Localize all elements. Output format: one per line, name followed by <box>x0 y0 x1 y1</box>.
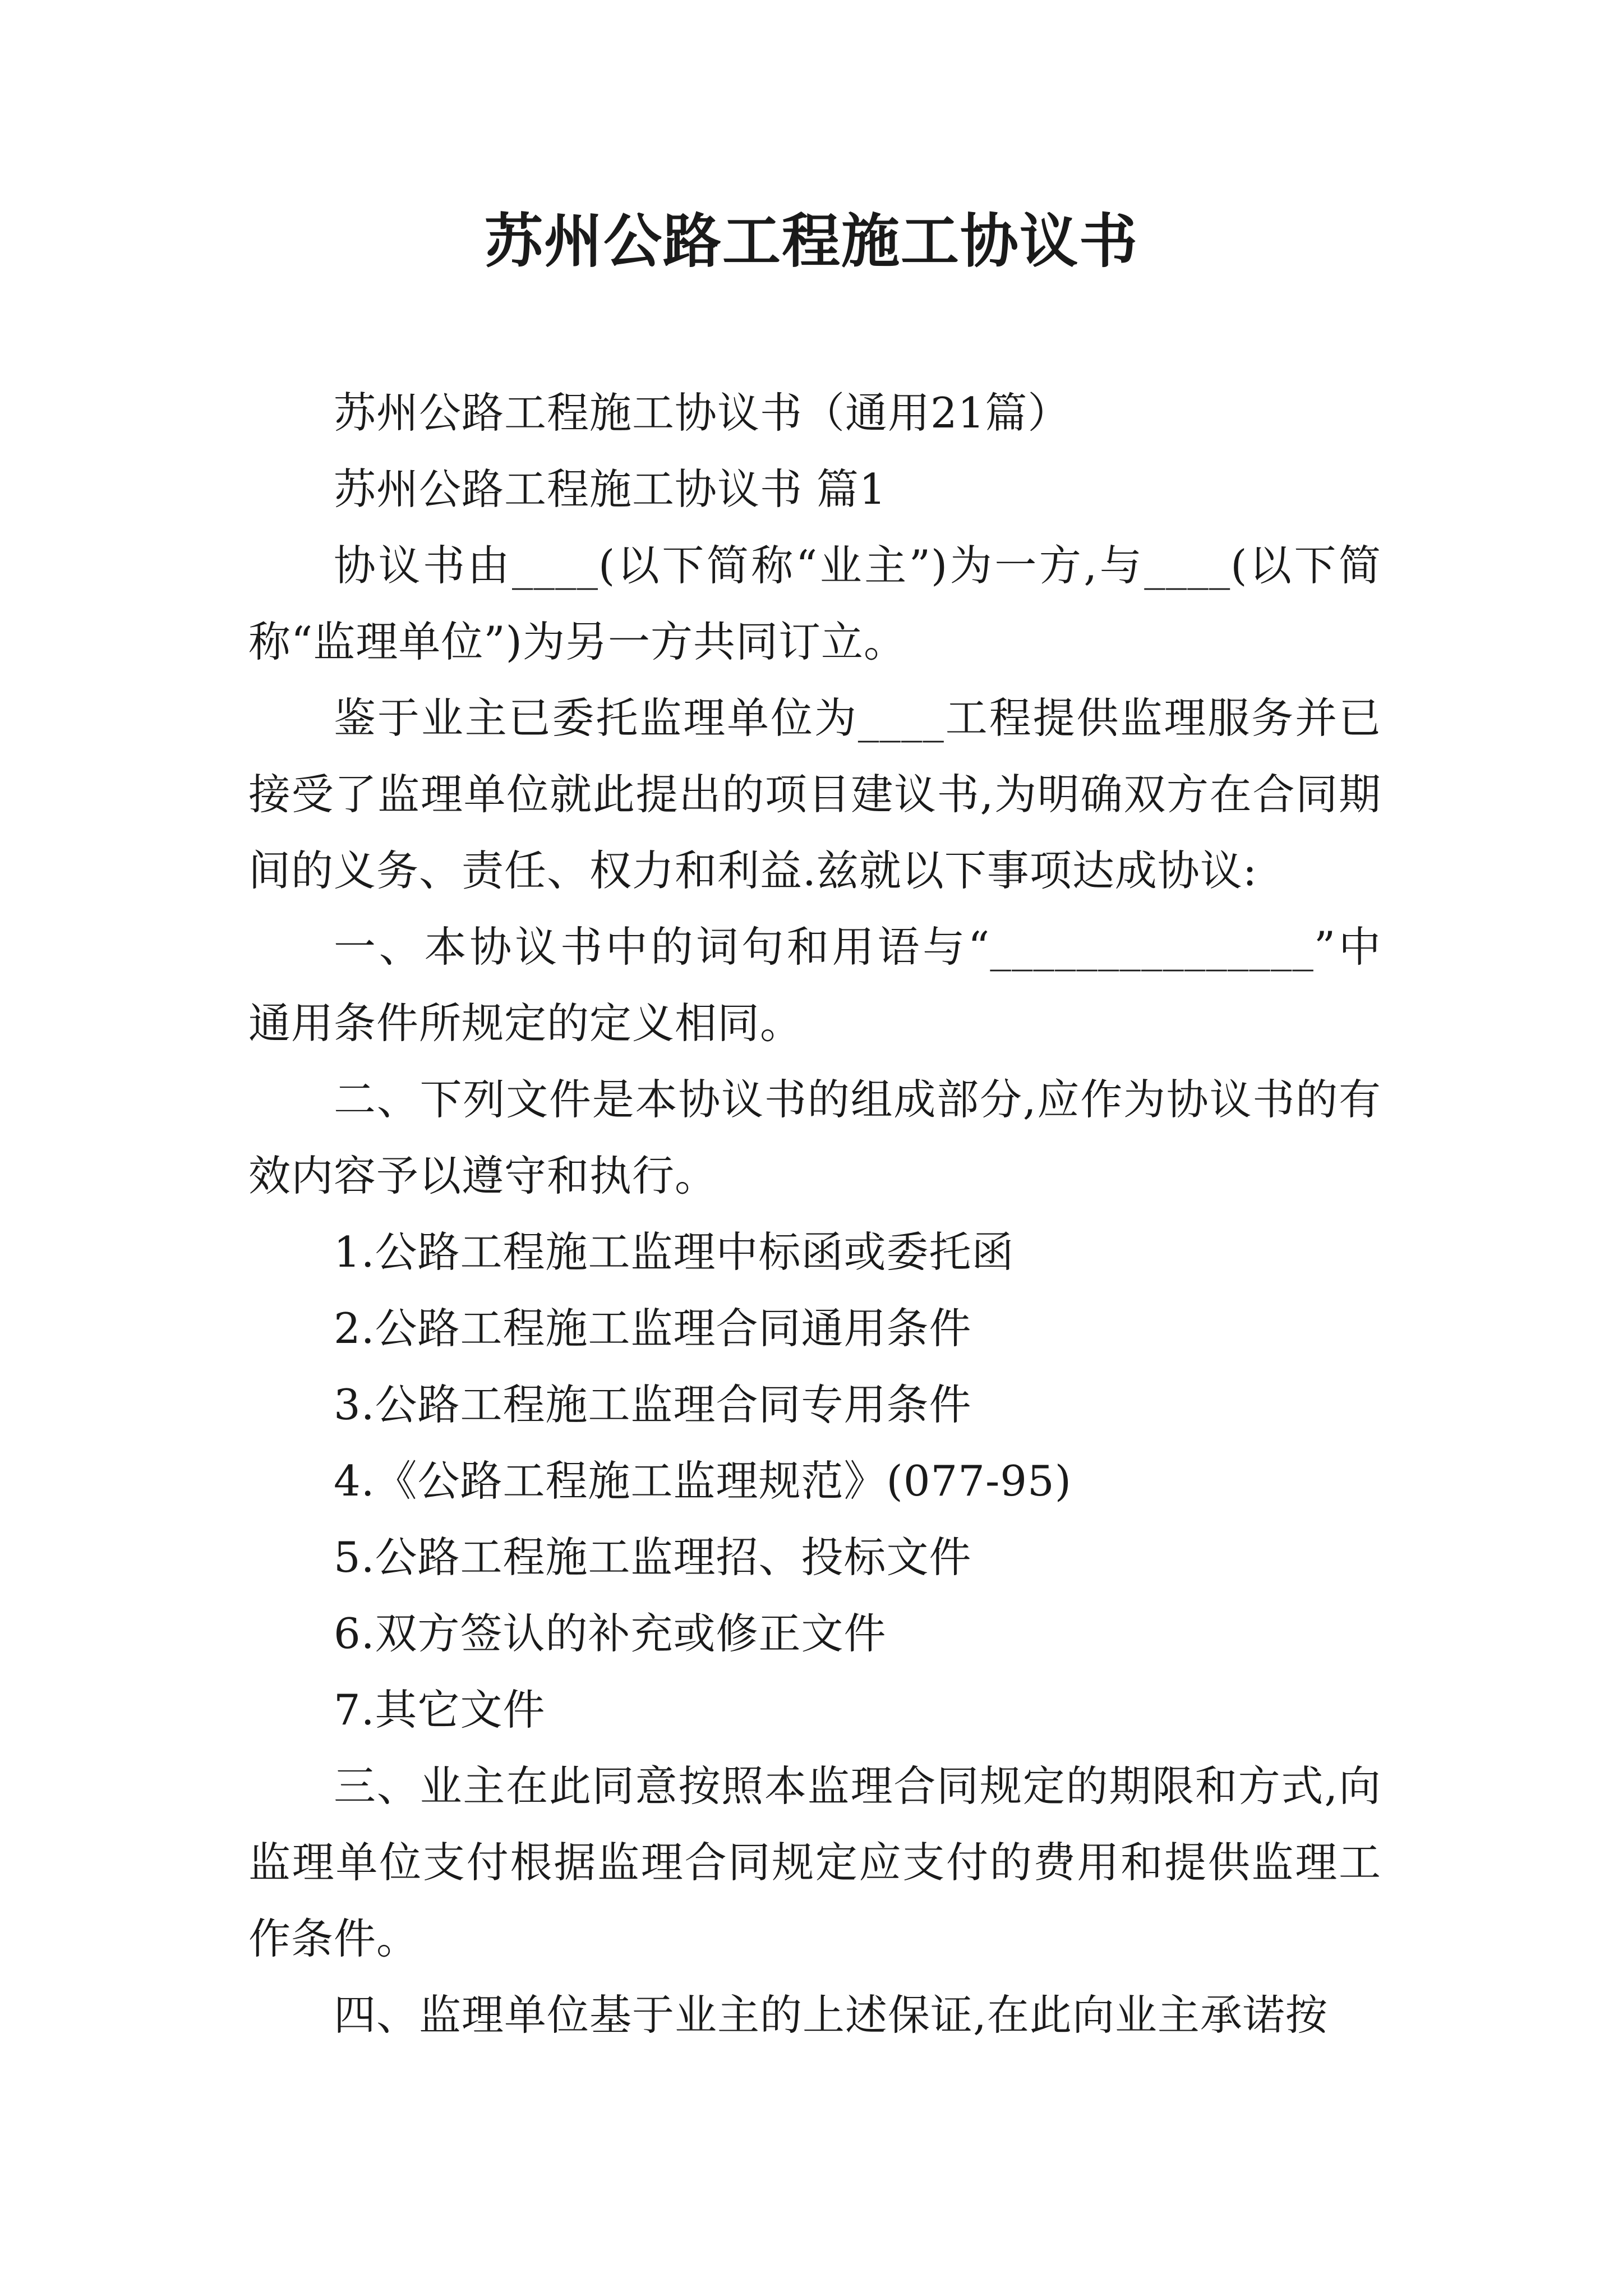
paragraph-clause-2: 二、下列文件是本协议书的组成部分,应作为协议书的有效内容予以遵守和执行。 <box>248 1075 1381 1200</box>
paragraph-heading-part1: 苏州公路工程施工协议书 篇1 <box>334 464 887 514</box>
list-item-doc-5: 5.公路工程施工监理招、投标文件 <box>334 1533 972 1582</box>
paragraph-clause-1: 一、本协议书中的词句和用语与“_______________”中通用条件所规定的定义相同。 <box>248 922 1381 1048</box>
paragraph-clause-4: 四、监理单位基于业主的上述保证,在此向业主承诺按 <box>334 1990 1328 2040</box>
list-item-doc-7: 7.其它文件 <box>334 1685 546 1734</box>
list-item-doc-2: 2.公路工程施工监理合同通用条件 <box>334 1304 972 1353</box>
list-item-doc-1: 1.公路工程施工监理中标函或委托函 <box>334 1227 1015 1277</box>
paragraph-whereas: 鉴于业主已委托监理单位为____工程提供监理服务并已接受了监理单位就此提出的项目建议书,为明确双方在合同期间的义务、责任、权力和利益.兹就以下事项达成协议: <box>248 693 1381 895</box>
document-title: 苏州公路工程施工协议书 <box>484 206 1138 275</box>
list-item-doc-6: 6.双方签认的补充或修正文件 <box>334 1609 887 1658</box>
paragraph-heading-general: 苏州公路工程施工协议书（通用21篇） <box>334 388 1071 438</box>
paragraph-clause-3: 三、业主在此同意按照本监理合同规定的期限和方式,向监理单位支付根据监理合同规定应支付的费用和提供监理工作条件。 <box>248 1761 1381 1963</box>
list-item-doc-3: 3.公路工程施工监理合同专用条件 <box>334 1380 972 1429</box>
document-body <box>248 375 1381 2053</box>
list-item-doc-4: 4.《公路工程施工监理规范》(077-95) <box>334 1456 1072 1506</box>
paragraph-parties: 协议书由____(以下简称“业主”)为一方,与____(以下简称“监理单位”)为另一方共同订立。 <box>248 541 1381 666</box>
